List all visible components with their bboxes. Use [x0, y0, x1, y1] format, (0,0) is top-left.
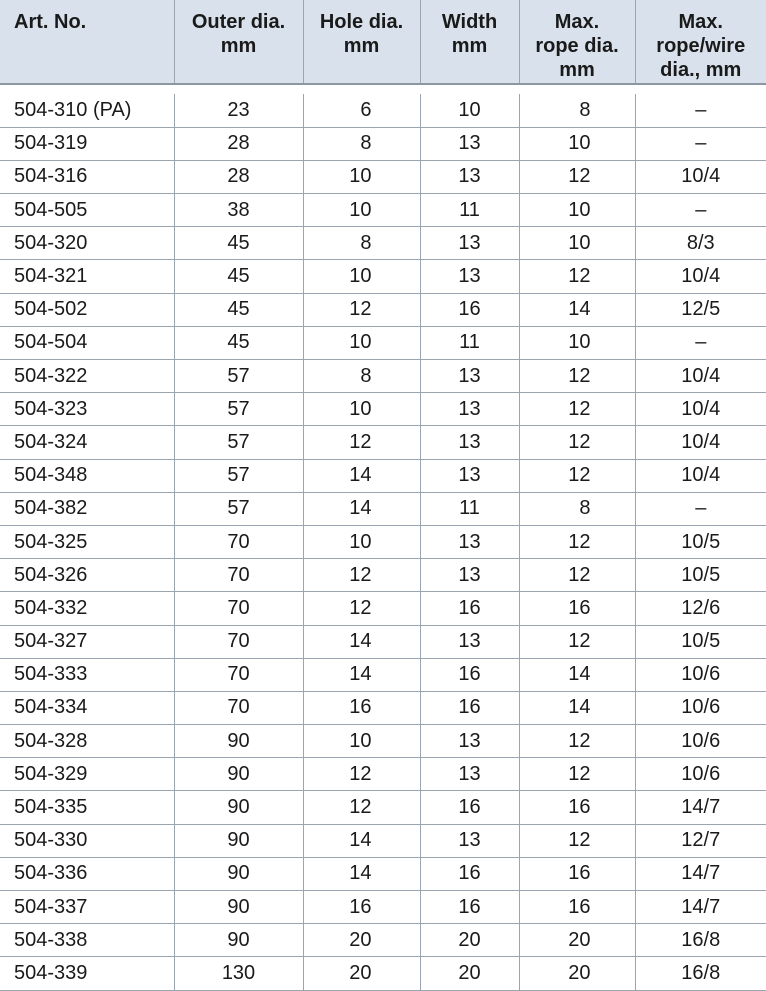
cell-width: 13	[420, 625, 519, 658]
cell-outer-dia: 28	[174, 160, 303, 193]
cell-width: 16	[420, 293, 519, 326]
cell-outer-dia: 57	[174, 426, 303, 459]
cell-outer-dia: 45	[174, 260, 303, 293]
cell-max-rope-dia: 12	[519, 426, 635, 459]
table-row	[0, 957, 766, 990]
cell-max-rope-dia: 12	[519, 525, 635, 558]
cell-width: 13	[420, 824, 519, 857]
table-row	[0, 725, 766, 758]
cell-max-rope-wire-dia: 8/3	[635, 227, 766, 260]
cell-outer-dia: 45	[174, 293, 303, 326]
cell-max-rope-dia: 12	[519, 625, 635, 658]
cell-art-no: 504-336	[0, 857, 174, 890]
cell-width: 11	[420, 492, 519, 525]
cell-max-rope-wire-dia: 10/4	[635, 260, 766, 293]
cell-width: 13	[420, 227, 519, 260]
cell-width: 16	[420, 857, 519, 890]
cell-max-rope-wire-dia: 16/8	[635, 924, 766, 957]
cell-max-rope-wire-dia: 14/7	[635, 791, 766, 824]
table-row	[0, 691, 766, 724]
cell-art-no: 504-335	[0, 791, 174, 824]
cell-hole-dia: 12	[303, 592, 420, 625]
table-row	[0, 525, 766, 558]
cell-max-rope-wire-dia: –	[635, 492, 766, 525]
cell-hole-dia: 6	[303, 94, 420, 127]
table-row	[0, 625, 766, 658]
table-row	[0, 658, 766, 691]
cell-width: 13	[420, 459, 519, 492]
cell-width: 13	[420, 725, 519, 758]
cell-max-rope-dia: 12	[519, 459, 635, 492]
cell-outer-dia: 70	[174, 592, 303, 625]
cell-max-rope-dia: 12	[519, 360, 635, 393]
header-width	[420, 0, 519, 84]
cell-width: 13	[420, 426, 519, 459]
cell-outer-dia: 130	[174, 957, 303, 990]
cell-outer-dia: 57	[174, 492, 303, 525]
table-row	[0, 393, 766, 426]
cell-outer-dia: 45	[174, 227, 303, 260]
cell-max-rope-dia: 10	[519, 194, 635, 227]
cell-max-rope-dia: 12	[519, 758, 635, 791]
cell-art-no: 504-334	[0, 691, 174, 724]
header-line: Hole dia.	[319, 11, 404, 33]
header-line: Art. No.	[14, 11, 87, 33]
cell-width: 13	[420, 525, 519, 558]
cell-max-rope-wire-dia: –	[635, 127, 766, 160]
cell-max-rope-wire-dia: –	[635, 326, 766, 359]
cell-outer-dia: 38	[174, 194, 303, 227]
cell-width: 16	[420, 592, 519, 625]
table-header	[0, 0, 766, 84]
header-line: Width	[441, 11, 498, 33]
cell-width: 10	[420, 94, 519, 127]
cell-max-rope-dia: 20	[519, 924, 635, 957]
cell-art-no: 504-327	[0, 625, 174, 658]
cell-outer-dia: 90	[174, 891, 303, 924]
cell-hole-dia: 14	[303, 857, 420, 890]
cell-outer-dia: 90	[174, 758, 303, 791]
cell-max-rope-dia: 14	[519, 293, 635, 326]
cell-hole-dia: 10	[303, 260, 420, 293]
cell-max-rope-dia: 14	[519, 658, 635, 691]
cell-max-rope-dia: 12	[519, 824, 635, 857]
cell-hole-dia: 10	[303, 326, 420, 359]
cell-max-rope-wire-dia: 10/4	[635, 160, 766, 193]
table-row	[0, 791, 766, 824]
cell-art-no: 504-504	[0, 326, 174, 359]
cell-max-rope-wire-dia: 10/5	[635, 625, 766, 658]
cell-width: 16	[420, 691, 519, 724]
table-row	[0, 227, 766, 260]
cell-hole-dia: 12	[303, 293, 420, 326]
cell-max-rope-wire-dia: 10/6	[635, 725, 766, 758]
cell-max-rope-wire-dia: 12/6	[635, 592, 766, 625]
cell-hole-dia: 12	[303, 426, 420, 459]
cell-art-no: 504-323	[0, 393, 174, 426]
header-line: mm	[559, 59, 595, 81]
header-line: rope/wire	[656, 35, 746, 57]
header-max-rope-dia	[519, 0, 635, 84]
table-row	[0, 260, 766, 293]
cell-max-rope-wire-dia: 16/8	[635, 957, 766, 990]
cell-width: 16	[420, 658, 519, 691]
cell-hole-dia: 14	[303, 658, 420, 691]
table-row	[0, 891, 766, 924]
cell-outer-dia: 45	[174, 326, 303, 359]
table-row	[0, 758, 766, 791]
table-row	[0, 924, 766, 957]
cell-outer-dia: 70	[174, 525, 303, 558]
cell-hole-dia: 16	[303, 891, 420, 924]
cell-hole-dia: 10	[303, 160, 420, 193]
cell-max-rope-dia: 12	[519, 559, 635, 592]
cell-art-no: 504-333	[0, 658, 174, 691]
cell-width: 13	[420, 360, 519, 393]
cell-max-rope-dia: 16	[519, 592, 635, 625]
cell-art-no: 504-502	[0, 293, 174, 326]
cell-hole-dia: 12	[303, 758, 420, 791]
table-row	[0, 194, 766, 227]
cell-outer-dia: 90	[174, 725, 303, 758]
cell-width: 13	[420, 260, 519, 293]
cell-hole-dia: 10	[303, 393, 420, 426]
cell-width: 20	[420, 924, 519, 957]
cell-outer-dia: 70	[174, 559, 303, 592]
cell-max-rope-wire-dia: 14/7	[635, 857, 766, 890]
cell-art-no: 504-320	[0, 227, 174, 260]
cell-hole-dia: 8	[303, 227, 420, 260]
cell-max-rope-wire-dia: 10/5	[635, 525, 766, 558]
table-row	[0, 127, 766, 160]
cell-outer-dia: 57	[174, 459, 303, 492]
cell-max-rope-dia: 12	[519, 393, 635, 426]
header-line: rope dia.	[535, 35, 619, 57]
cell-max-rope-dia: 16	[519, 891, 635, 924]
cell-max-rope-wire-dia: –	[635, 194, 766, 227]
header-row	[0, 0, 766, 84]
cell-art-no: 504-316	[0, 160, 174, 193]
header-line: dia., mm	[660, 59, 742, 81]
cell-hole-dia: 14	[303, 492, 420, 525]
cell-max-rope-wire-dia: –	[635, 94, 766, 127]
cell-art-no: 504-322	[0, 360, 174, 393]
cell-outer-dia: 90	[174, 791, 303, 824]
table-body	[0, 84, 766, 990]
table-row	[0, 160, 766, 193]
cell-art-no: 504-326	[0, 559, 174, 592]
cell-width: 16	[420, 791, 519, 824]
cell-hole-dia: 14	[303, 625, 420, 658]
cell-max-rope-dia: 20	[519, 957, 635, 990]
cell-width: 13	[420, 758, 519, 791]
header-line: Outer dia.	[191, 11, 286, 33]
cell-width: 11	[420, 194, 519, 227]
table-row	[0, 559, 766, 592]
cell-hole-dia: 10	[303, 525, 420, 558]
cell-width: 13	[420, 559, 519, 592]
cell-max-rope-wire-dia: 12/7	[635, 824, 766, 857]
header-line: Max.	[678, 11, 723, 33]
cell-max-rope-dia: 14	[519, 691, 635, 724]
cell-max-rope-wire-dia: 10/5	[635, 559, 766, 592]
cell-max-rope-wire-dia: 10/6	[635, 758, 766, 791]
cell-width: 13	[420, 160, 519, 193]
table-row	[0, 857, 766, 890]
cell-art-no: 504-330	[0, 824, 174, 857]
cell-art-no: 504-328	[0, 725, 174, 758]
cell-max-rope-wire-dia: 10/4	[635, 459, 766, 492]
cell-hole-dia: 12	[303, 559, 420, 592]
cell-hole-dia: 14	[303, 824, 420, 857]
cell-outer-dia: 70	[174, 691, 303, 724]
cell-max-rope-wire-dia: 10/6	[635, 691, 766, 724]
table-row	[0, 824, 766, 857]
table-row	[0, 94, 766, 127]
header-line: mm	[451, 35, 488, 57]
cell-hole-dia: 10	[303, 194, 420, 227]
cell-art-no: 504-324	[0, 426, 174, 459]
cell-hole-dia: 14	[303, 459, 420, 492]
cell-art-no: 504-339	[0, 957, 174, 990]
cell-width: 16	[420, 891, 519, 924]
header-line: mm	[220, 35, 257, 57]
cell-max-rope-wire-dia: 14/7	[635, 891, 766, 924]
cell-hole-dia: 10	[303, 725, 420, 758]
cell-max-rope-dia: 12	[519, 160, 635, 193]
cell-art-no: 504-337	[0, 891, 174, 924]
cell-max-rope-dia: 16	[519, 791, 635, 824]
cell-art-no: 504-319	[0, 127, 174, 160]
cell-max-rope-dia: 10	[519, 227, 635, 260]
table-row	[0, 326, 766, 359]
cell-outer-dia: 90	[174, 824, 303, 857]
table-row	[0, 426, 766, 459]
cell-outer-dia: 70	[174, 658, 303, 691]
cell-hole-dia: 12	[303, 791, 420, 824]
cell-art-no: 504-505	[0, 194, 174, 227]
cell-hole-dia: 20	[303, 957, 420, 990]
cell-width: 11	[420, 326, 519, 359]
table-row	[0, 459, 766, 492]
table-row	[0, 492, 766, 525]
cell-hole-dia: 8	[303, 127, 420, 160]
cell-max-rope-dia: 12	[519, 260, 635, 293]
cell-max-rope-dia: 8	[519, 492, 635, 525]
cell-outer-dia: 90	[174, 857, 303, 890]
cell-max-rope-wire-dia: 10/6	[635, 658, 766, 691]
header-max-rope-wire-dia	[635, 0, 766, 84]
cell-hole-dia: 16	[303, 691, 420, 724]
cell-width: 13	[420, 127, 519, 160]
cell-hole-dia: 8	[303, 360, 420, 393]
cell-hole-dia: 20	[303, 924, 420, 957]
cell-art-no: 504-382	[0, 492, 174, 525]
cell-max-rope-wire-dia: 10/4	[635, 360, 766, 393]
cell-outer-dia: 28	[174, 127, 303, 160]
cell-art-no: 504-310 (PA)	[0, 94, 174, 127]
cell-max-rope-wire-dia: 10/4	[635, 393, 766, 426]
cell-art-no: 504-321	[0, 260, 174, 293]
cell-width: 20	[420, 957, 519, 990]
cell-art-no: 504-348	[0, 459, 174, 492]
header-line: Max.	[554, 11, 600, 33]
header-line: mm	[343, 35, 380, 57]
cell-art-no: 504-338	[0, 924, 174, 957]
cell-outer-dia: 90	[174, 924, 303, 957]
cell-outer-dia: 57	[174, 393, 303, 426]
table-row	[0, 293, 766, 326]
cell-max-rope-dia: 16	[519, 857, 635, 890]
table-row	[0, 592, 766, 625]
cell-max-rope-dia: 12	[519, 725, 635, 758]
cell-art-no: 504-325	[0, 525, 174, 558]
cell-width: 13	[420, 393, 519, 426]
table-row	[0, 360, 766, 393]
cell-outer-dia: 70	[174, 625, 303, 658]
cell-max-rope-dia: 10	[519, 127, 635, 160]
header-outer-dia	[174, 0, 303, 84]
header-spacer	[0, 84, 766, 94]
header-hole-dia	[303, 0, 420, 84]
cell-outer-dia: 57	[174, 360, 303, 393]
header-art-no	[0, 0, 174, 84]
cell-max-rope-dia: 8	[519, 94, 635, 127]
cell-max-rope-wire-dia: 10/4	[635, 426, 766, 459]
cell-art-no: 504-332	[0, 592, 174, 625]
cell-max-rope-wire-dia: 12/5	[635, 293, 766, 326]
cell-max-rope-dia: 10	[519, 326, 635, 359]
cell-art-no: 504-329	[0, 758, 174, 791]
cell-outer-dia: 23	[174, 94, 303, 127]
